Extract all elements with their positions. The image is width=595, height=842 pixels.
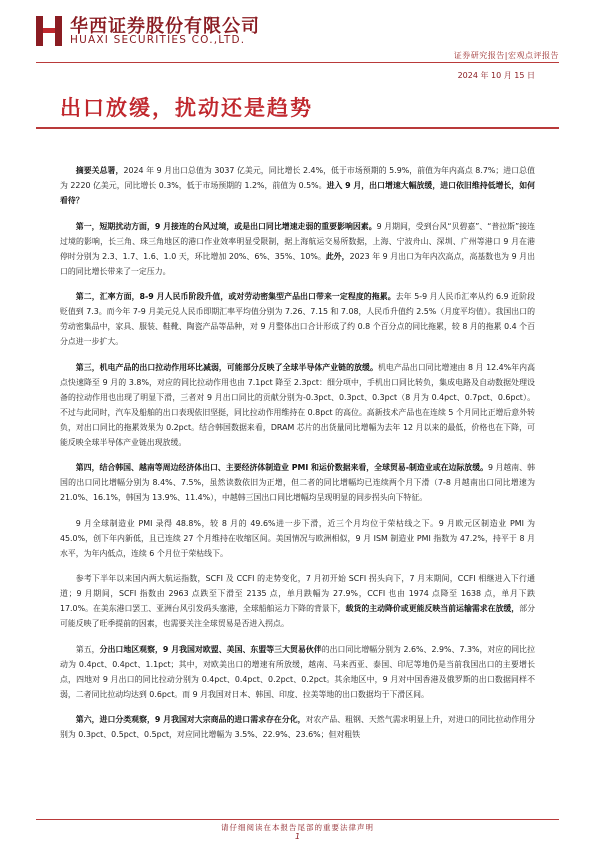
body-paragraph [60,642,535,702]
company-name-en: HUAXI SECURITIES CO.,LTD. [70,34,246,46]
body-paragraph [60,712,535,742]
huaxi-logo-icon [36,16,62,46]
paragraph-text: 的出口同比增幅分别为 2.6%、2.9%、7.3%，对应的同比拉动为 0.4pct、0.4pct、1.1pct；其中，对欧美出口的增速有所放缓，越南、马来西亚、泰国、印尼等地仍是当前我国出口的主要增长点，四地对 9 月出口的同比拉动分别为 0.4pct、0.4pct、0.2pct、0.2pct。其余地区中，9 月对中国香港及俄罗斯的出口数据同样不弱，二者同比拉动均达到 0.6pct。而 9 月我国对日本、韩国、印度、拉美等地的出口数据均于下滑区间。 [60,644,535,699]
emphasis-text: 第二，汇率方面，8-9 月人民币阶段升值，或对劳动密集型产品出口带来一定程度的拖累。 [75,292,396,301]
emphasis-text: 载货的主动降价或更能反映当前运输需求在放缓， [345,604,520,613]
body-paragraph [60,360,535,450]
paragraph-text: 对农产品、粗钢、天然气需求明显上升，对进口的同比拉动作用分别为 0.3pct、0.5pct、0.5pct，对应同比增幅为 3.5%、22.9%、23.6%；但对粗铁 [60,715,535,739]
report-type-label: 证券研究报告|宏观点评报告 [453,51,559,60]
body-paragraph [60,219,535,279]
paragraph-text: 2023 年 9 月出口为年内次高点，高基数也为 9 月出口的同比增长带来了一定压力。 [60,251,535,276]
emphasis-text: 第三，机电产品的出口拉动作用环比减弱，可能部分反映了全球半导体产业链的放缓。 [75,362,378,372]
body-paragraph [60,163,535,208]
paragraph-text: 参考下半年以来国内两大航运指数，SCFI 及 CCFI 的走势变化，7 月初开始 SCFI 拐头向下，7 月末期间，CCFI 相继进入下行通道；9 月期间，SCFI 指数由 2963 点跌至下滑至 2135 点，单月跌幅为 27.9%，CCFI 也由 1974 点降至 1638 点，单月下跌 17.0%。在美东港口罢工、亚洲台风引发码头塞港，全球船舶运力下降的背景下， [60,574,535,613]
emphasis-text: 第六，进口分类观察，9 月我国对大宗商品的进口需求存在分化， [75,715,306,724]
report-title: 出口放缓，扰动还是趋势 [60,95,313,120]
paragraph-text: 部分可能反映了旺季提前的因素，也需要关注全球贸易是否进入拐点。 [60,604,535,628]
report-body [60,163,535,753]
body-paragraph [60,571,535,631]
paragraph-text: 去年 5-9 月人民币汇率从约 6.9 近阶段贬值到 7.3。而今年 7-9 月美元兑人民币即期汇率平均值分别为 7.26、7.15 和 7.08，人民币升值约 2.5%（月度平均值）。我国出口的劳动密集品中，家具、服装、鞋靴、陶瓷产品等品种，对 9 月整体出口合计形成了约 0.8 个百分点的同比拖累，较 8 月的拖累 0.4 个百分点进一步扩大。 [60,292,535,346]
emphasis-text: 摘要关总署， [75,166,124,175]
paragraph-text: 9 月全球制造业 PMI 录得 48.8%，较 8 月的 49.6%进一步下滑，近三个月均位于荣枯线之下。9 月欧元区制造业 PMI 为 45.0%，创下年内新低，且已连续 27 个月维持在收缩区间。美国情况与欧洲相似，9 月 ISM 制造业 PMI 指数为 47.2%，持平于 8 月水平，为年内低点，连续 6 个月位于荣枯线下。 [60,518,535,558]
paragraph-text: 9 月越南、韩国的出口同比增幅分别为 8.4%、7.5%，虽然读数依旧为正增，但二者的同比增幅均已连续两个月下滑（7-8 月越南出口同比增速为 21.0%、16.1%，韩国为 13.9%、11.4%），中越韩三国出口同比增幅均呈现明显的同步拐头向下特征。 [60,463,535,502]
emphasis-text: 第四，结合韩国、越南等周边经济体出口、主要经济体制造业 PMI 和运价数据来看，全球贸易-制造业或在边际放缓。 [75,463,488,472]
footer-divider [36,819,559,820]
emphasis-text: 此外， [325,251,350,261]
title-divider [36,127,559,129]
body-paragraph [60,289,535,349]
paragraph-text: 2024 年 9 月出口总值为 3037 亿美元，同比增长 2.4%，低于市场预期的 5.9%，前值为年内高点 8.7%；进口总值为 2220 亿美元，同比增长 0.3%，低于市场预期的 1.2%，前值为 0.5%。 [60,166,535,190]
body-paragraph [60,460,535,505]
emphasis-text: 分出口地区观察，9 月我国对欧盟、美国、东盟等三大贸易伙伴 [99,644,322,654]
paragraph-text: 机电产品出口同比增速由 8 月 12.4%年内高点快速降至 9 月的 3.8%，对应的同比拉动作用也由 7.1pct 降至 2.3pct：细分项中，手机出口同比转负，集成电路及自动数据处理设备的拉动作用也出现了明显下滑，三者对 9 月出口同比的贡献分别为-0.3pct、0.3pct、0.3pct（8 月为 0.4pct、0.7pct、0.6pct）。不过与此同时，汽车及船舶的出口表现依旧坚挺，同比拉动作用维持在 0.8pct 的高位。高新技术产品也在连续 5 个月同比正增后意外转负，对出口同比的拖累效果为 0.2pct。结合韩国数据来看，DRAM 芯片的出货量同比增幅为去年 12 月以来的最低，价格也在下降，可能反映全球半导体产业链出现放缓。 [60,362,536,447]
header-divider [36,62,559,63]
paragraph-text: 9 月期间，受到台风“贝碧嘉”、“普拉斯”接连过境的影响，长三角、珠三角地区的港口作业效率明显受限制，据上海航运交易所数据，上海、宁波舟山、深圳、广州等港口 9 月在港停时分别为 2.3、1.7、1.6、1.0 天，环比增加 20%、6%、35%、10%。 [60,221,535,261]
body-paragraph [60,516,535,561]
page-number: 1 [294,832,301,841]
emphasis-text: 第一，短期扰动方面，9 月接连的台风过境，或是出口同比增速走弱的重要影响因素。 [75,221,377,231]
company-name-cn: 华西证券股份有限公司 [70,16,260,37]
paragraph-text: 第五， [75,644,100,654]
emphasis-text: 进入 9 月，出口增速大幅放缓，进口依旧维持低增长，如何看待？ [60,181,535,205]
report-date: 2024 年 10 月 15 日 [457,71,535,80]
legal-disclaimer: 请仔细阅读在本报告尾部的重要法律声明 [221,823,374,832]
